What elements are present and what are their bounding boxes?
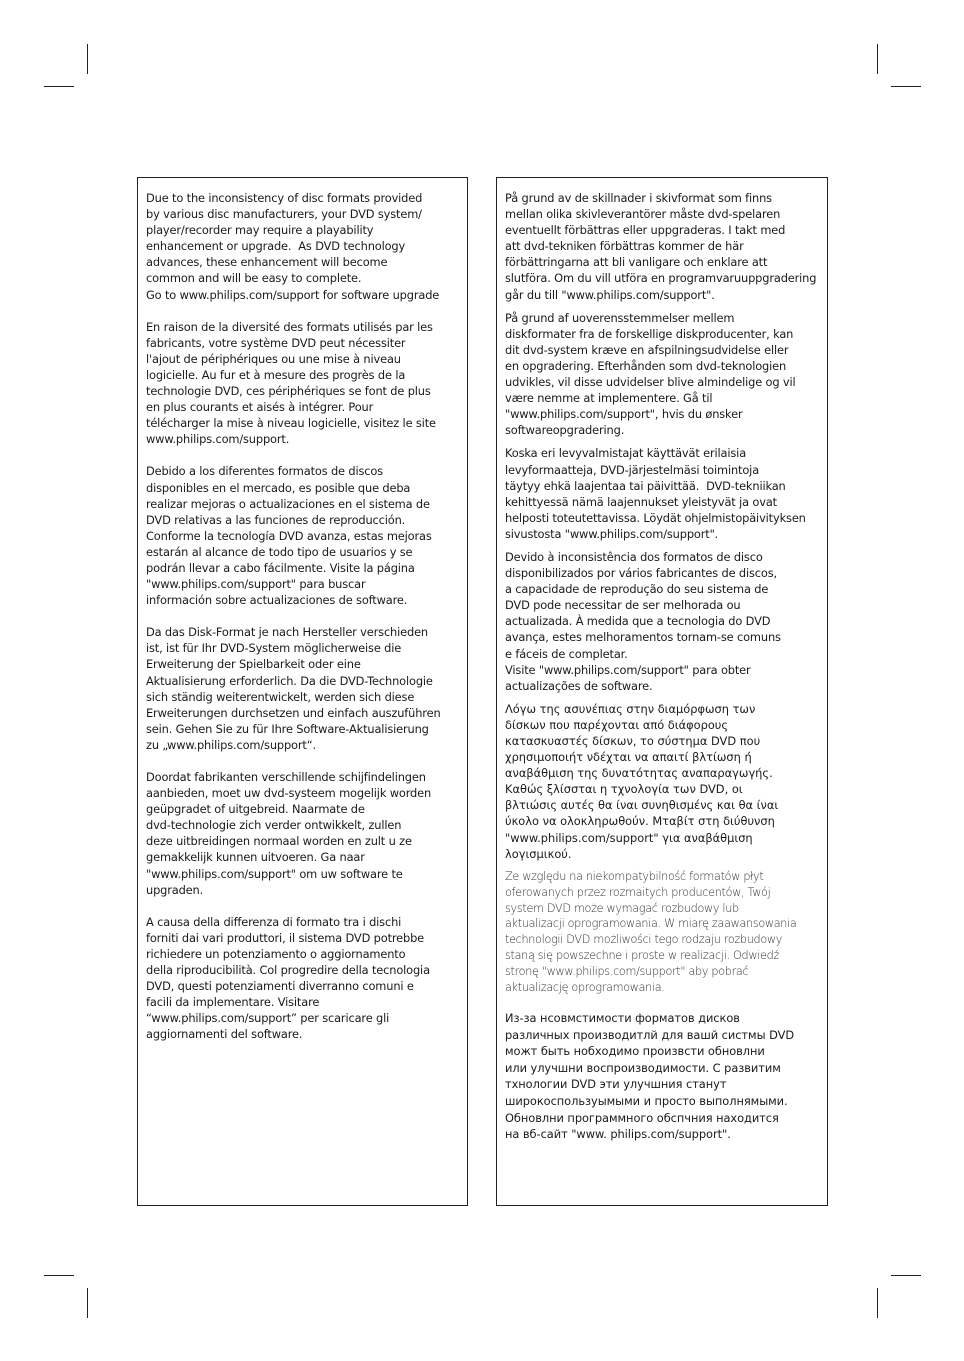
- paragraph-finnish: Koska eri levyvalmistajat käyttävät erilaisia levyformaatteja, DVD-järjestelmäsi toimintoja täytyy ehkä laajentaa tai päivittää. DVD-tekniikan kehittyessä nämä laajennukset yleistyvät ja ovat helposti toteutettavissa. Löydät ohjelmistopäivityksen sivustosta "www.philips.com/support".: [505, 446, 806, 541]
- paragraph-german: Da das Disk-Format je nach Hersteller verschieden ist, ist für Ihr DVD-System möglicherweise die Erweiterung der Spielbarkeit oder eine Aktualisierung erforderlich. Da die DVD-Technologie sich ständig weiterentwickelt, werden sich diese Erweiterungen durchsetzen und einfach auszuführen sein. Gehen Sie zu für Ihre Software-Aktualisierung zu „www.philips.com/support“.: [146, 625, 441, 752]
- crop-mark-bottom-right-horizontal: [891, 1275, 921, 1276]
- paragraph-portuguese: Devido à inconsistência dos formatos de disco disponibilizados por vários fabricantes de discos, a capacidade de reprodução do seu sistema de DVD pode necessitar de ser melhorada ou actualizada. À medida que a tecnologia do DVD avança, estes melhoramentos tornam-se comuns e fáceis de completar. Visite "www.philips.com/support" para obter actualizações de software.: [505, 549, 781, 693]
- paragraph-spanish: Debido a los diferentes formatos de discos disponibles en el mercado, es posible que deba realizar mejoras o actualizaciones en el sistema de DVD relativas a las funciones de reproducción. Conforme la tecnología DVD avanza, estas mejoras estarán al alcance de todo tipo de usuarios y se podrán llevar a cabo fácilmente. Visite la página "www.philips.com/support" para buscar información sobre actualizaciones de software.: [146, 464, 432, 608]
- paragraph-swedish: På grund av de skillnader i skivformat som finns mellan olika skivleverantörer måste dvd-spelaren eventuellt förbättras eller uppgraderas. I takt med att dvd-tekniken förbättras kommer de här förbättringarna att bli vanligare och enklare att slutföra. Om du vill utföra en programvaruuppgradering går du till "www.philips.com/support".: [505, 191, 817, 302]
- paragraph-danish: På grund af uoverensstemmelser mellem diskformater fra de forskellige diskproducenter, kan dit dvd-system kræve en afspilningsudvidelse eller en opgradering. Efterhånden som dvd-teknologien udvikles, vil disse udvidelser blive almindelige og vil være nemme at implementere. Gå til "www.philips.com/support", hvis du ønsker softwareopgradering.: [505, 310, 796, 438]
- crop-mark-bottom-left-horizontal: [44, 1275, 74, 1276]
- paragraph-polish: Ze względu na niekompatybilność formatów płyt oferowanych przez rozmaitych producentów, Twój system DVD może wymagać rozbudowy lub aktualizacji oprogramowania. W miarę zaawansowania technologii DVD możliwości tego rodzaju rozbudowy staną się powszechne i proste w realizacji. Odwiedź stronę "www.philips.com/support" aby pobrać aktualizację oprogramowania.: [505, 869, 797, 995]
- paragraph-english: Due to the inconsistency of disc formats provided by various disc manufacturers, your DVD system/ player/recorder may require a playability enhancement or upgrade. As DVD technology advances, these enhancement will become common and will be easy to complete. Go to www.philips.com/support for software upgrade: [146, 191, 440, 302]
- crop-mark-top-left-horizontal: [44, 86, 74, 87]
- paragraph-french: En raison de la diversité des formats utilisés par les fabricants, votre système DVD peut nécessiter l'ajout de périphériques ou une mise à niveau logicielle. Au fur et à mesure des progrès de la technologie DVD, ces périphériques se font de plus en plus courants et aisés à intégrer. Pour télécharger la mise à niveau logicielle, visitez le site www.philips.com/support.: [146, 319, 436, 447]
- crop-mark-top-right-horizontal: [891, 86, 921, 87]
- crop-mark-bottom-right-vertical: [877, 1288, 878, 1318]
- paragraph-greek: Λόγω της ασυνέπιας στην διαμόρφωση των δίσκων που παρέχονται από διάφορους κατασκυαστές δίσκων, το σύστημα DVD που χρησιμοποιήτ νδέχται να απαιτί βλτίωση ή αναβάθμιση της δυνατότητας αναπαραγωγής. Καθώς ξλίσσται η τχνολογία των DVD, οι βλτιώσις αυτές θα ίναι συνηθισμένς και θα ίναι ύκολο να ολοκληρωθούν. Μταβίτ στη διύθυνση "www.philips.com/support" για αναβάθμιση λογισμικού.: [505, 701, 779, 861]
- crop-mark-bottom-left-vertical: [87, 1288, 88, 1318]
- left-text-column: [137, 177, 468, 1206]
- paragraph-russian: Из-за нсовмстимости форматов дисков различных производитлй для вашй систмы DVD можт быть нобходимо произвсти обновлни или улучшни воспроизводимости. С развитим тхнологии DVD эти улучшния станут широкоспользуымыми и просто выполнямыми. Обновлни программного обспчния находится на вб-сайт "www. philips.com/support".: [505, 1011, 795, 1142]
- right-text-column: [496, 177, 828, 1206]
- crop-mark-top-left-vertical: [87, 44, 88, 74]
- paragraph-dutch: Doordat fabrikanten verschillende schijfindelingen aanbieden, moet uw dvd-systeem mogelijk worden geüpgradet of uitgebreid. Naarmate de dvd-technologie zich verder ontwikkelt, zullen deze uitbreidingen normaal worden en zult u ze gemakkelijk kunnen uitvoeren. Ga naar "www.philips.com/support" om uw software te upgraden.: [146, 770, 432, 897]
- crop-mark-top-right-vertical: [877, 44, 878, 74]
- paragraph-italian: A causa della differenza di formato tra i dischi forniti dai vari produttori, il sistema DVD potrebbe richiedere un potenziamento o aggiornamento della riproducibilità. Col progredire della tecnologia DVD, questi potenziamenti diverranno comuni e facili da implementare. Visitare “www.philips.com/support” per scaricare gli aggiornamenti del software.: [146, 914, 430, 1042]
